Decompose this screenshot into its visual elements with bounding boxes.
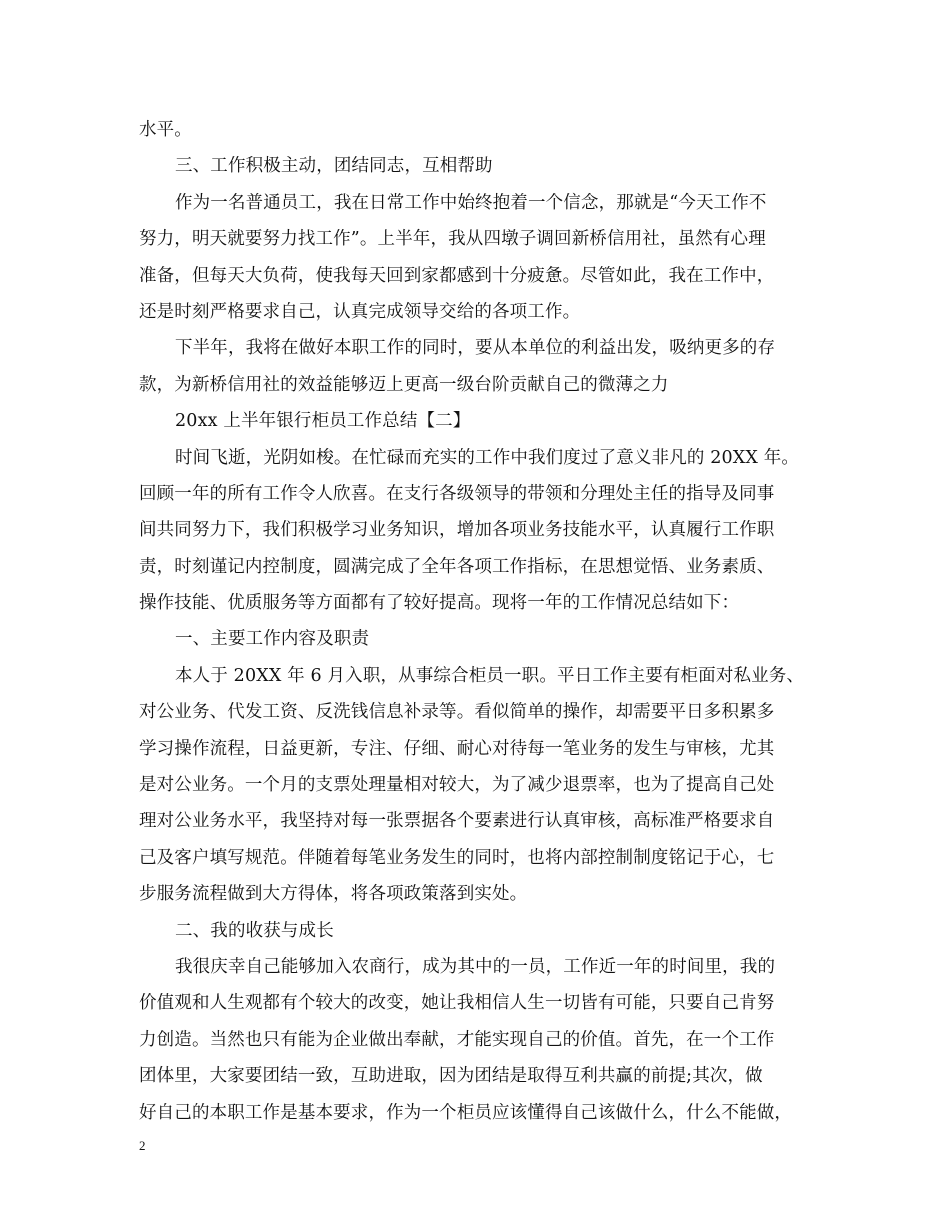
- text-line: 己及客户填写规范。伴随着每笔业务发生的同时，也将内部控制制度铭记于心，七: [139, 847, 775, 868]
- text-line: 对公业务、代发工资、反洗钱信息补录等。看似简单的操作，却需要平日多积累多: [139, 702, 775, 723]
- text-line: 准备，但每天大负荷，使我每天回到家都感到十分疲惫。尽管如此，我在工作中，: [139, 265, 775, 286]
- text-line: 价值观和人生观都有个较大的改变，她让我相信人生一切皆有可能，只要自己肯努: [139, 993, 775, 1014]
- text-line: 好自己的本职工作是基本要求，作为一个柜员应该懂得自己该做什么，什么不能做，: [139, 1102, 793, 1123]
- text-line: 二、我的收获与成长: [175, 920, 334, 941]
- text-line: 我很庆幸自己能够加入农商行，成为其中的一员，工作近一年的时间里，我的: [175, 956, 776, 977]
- document-body: [139, 112, 815, 1131]
- text-line: 款，为新桥信用社的效益能够迈上更高一级台阶贡献自己的微薄之力: [139, 374, 669, 395]
- text-line: 一、主要工作内容及职责: [175, 629, 370, 650]
- text-line: 作为一名普通员工，我在日常工作中始终抱着一个信念，那就是“今天工作不: [175, 192, 767, 213]
- text-line: 团体里，大家要团结一致，互助进取，因为团结是取得互利共赢的前提;其次，做: [139, 1066, 763, 1087]
- text-line: 20xx 上半年银行柜员工作总结【二】: [175, 411, 471, 432]
- text-line: 还是时刻严格要求自己，认真完成领导交给的各项工作。: [139, 301, 581, 322]
- text-line: 步服务流程做到大方得体，将各项政策落到实处。: [139, 884, 528, 905]
- text-line: 努力，明天就要努力找工作”。上半年，我从四墩子调回新桥信用社，虽然有心理: [139, 229, 766, 250]
- text-line: 是对公业务。一个月的支票处理量相对较大，为了减少退票率，也为了提高自己处: [139, 775, 775, 796]
- text-line: 三、工作积极主动，团结同志，互相帮助: [175, 156, 493, 177]
- text-line: 理对公业务水平，我坚持对每一张票据各个要素进行认真审核，高标准严格要求自: [139, 811, 775, 832]
- text-line: 下半年，我将在做好本职工作的同时，要从本单位的利益出发，吸纳更多的存: [175, 338, 776, 359]
- text-line: 时间飞逝，光阴如梭。在忙碌而充实的工作中我们度过了意义非凡的 20XX 年。: [175, 447, 800, 468]
- text-line: 水平。: [139, 120, 192, 140]
- text-line: 力创造。当然也只有能为企业做出奉献，才能实现自己的价值。首先，在一个工作: [139, 1029, 775, 1050]
- text-line: 责，时刻谨记内控制度，圆满完成了全年各项工作指标，在思想觉悟、业务素质、: [139, 556, 775, 577]
- text-line: 学习操作流程，日益更新，专注、仔细、耐心对待每一笔业务的发生与审核，尤其: [139, 738, 775, 759]
- text-line: 回顾一年的所有工作令人欣喜。在支行各级领导的带领和分理处主任的指导及同事: [139, 483, 775, 504]
- text-line: 操作技能、优质服务等方面都有了较好提高。现将一年的工作情况总结如下：: [139, 593, 740, 614]
- text-line: 本人于 20XX 年 6 月入职，从事综合柜员一职。平日工作主要有柜面对私业务、: [175, 665, 805, 686]
- page-number: 2: [139, 1138, 146, 1153]
- text-line: 间共同努力下，我们积极学习业务知识，增加各项业务技能水平，认真履行工作职: [139, 520, 775, 541]
